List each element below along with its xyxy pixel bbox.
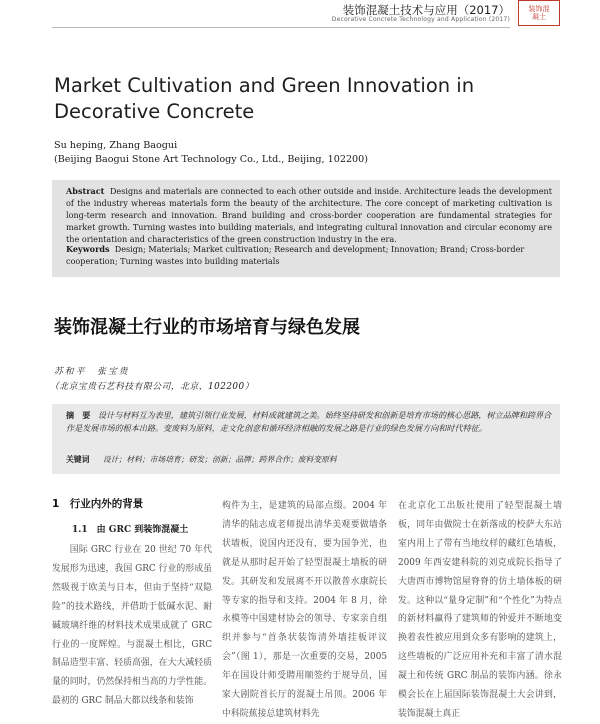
abstract-cn-text: 设计与材料互为表里，建筑引领行业发展，材料成就建筑之美。始终坚持研发和创新是培育市场的核心思路，树立品牌和跨界合作是发展市场的根本出路。变废料为原料，走文化创意和循环经济相融的发展之路是行业的绿色发展方向和时代特征。 bbox=[66, 410, 552, 433]
journal-logo-text: 装饰混凝土 bbox=[528, 5, 550, 21]
header-rule bbox=[52, 27, 510, 28]
subsection-heading: 1.1 由 GRC 到装饰混凝土 bbox=[72, 525, 189, 535]
authors-en: Su heping, Zhang Baogui bbox=[54, 140, 178, 151]
abstract-cn bbox=[66, 409, 552, 434]
keywords-cn-text: 设计；材料；市场培育；研发；创新；品牌；跨界合作；废料变原料 bbox=[102, 455, 337, 464]
body-paragraph-col3: 在北京化工出版社使用了轻型混凝土墙板，同年由做院士在新落成的校萨大东站室内用上了带有当地纹样的藏红色墙板，2009 年西安建科院的刘克成院长指导了大唐西市博物馆屋脊脊的仿土墙体板的研发。这种以“量身定制”和“个性化”为特点的新材料赢得了建筑师的钟爱并不断地变换着表性被应用到众多有影响的建筑上，这些墙板的广泛应用补充和丰富了清水混凝土和传统 GRC 制品的装饰内涵。徐永模会长在上届国际装饰混凝土大会讲到，装饰混凝土真正 bbox=[398, 501, 562, 719]
section-heading: 1 行业内外的背景 bbox=[52, 498, 144, 510]
affiliation-cn: （北京宝贵石艺科技有限公司，北京，102200） bbox=[50, 382, 254, 392]
keywords-en-label: Keywords bbox=[66, 244, 110, 254]
abstract-en bbox=[66, 185, 552, 245]
keywords-cn bbox=[66, 454, 552, 465]
abstract-cn-label: 摘 要 bbox=[66, 410, 91, 420]
affiliation-en: (Beijing Baogui Stone Art Technology Co., Ltd., Beijing, 102200) bbox=[54, 154, 368, 165]
abstract-en-box bbox=[52, 180, 560, 277]
body-column-1 bbox=[52, 497, 212, 711]
journal-logo bbox=[518, 0, 560, 26]
abstract-en-label: Abstract bbox=[66, 186, 105, 196]
journal-title: 装饰混凝土技术与应用（2017） bbox=[342, 3, 510, 17]
journal-subtitle: Decorative Concrete Technology and Application (2017) bbox=[331, 16, 510, 23]
abstract-cn-box bbox=[52, 404, 560, 474]
keywords-en bbox=[66, 243, 552, 267]
abstract-en-text: Designs and materials are connected to each other outside and inside. Architecture leads the development of the industry whereas materials form the beauty of the architecture. The core concept of marketing cultivation is long-term research and innovation. Brand building and cross-border cooperation are fundamental strategies for market growth. Turning wastes into building materials, and integrating cultural innovation and circular economy are the orientation and characteristics of the green construction industry in the era. bbox=[66, 186, 552, 244]
journal-header bbox=[0, 0, 600, 30]
keywords-en-text: Design; Materials; Market cultivation; Research and development; Innovation; Brand; Cross-border cooperation; Turning wastes into building materials bbox=[66, 244, 525, 266]
authors-cn: 苏和平 张宝贵 bbox=[54, 367, 130, 377]
paper-title-en: Market Cultivation and Green Innovation in Decorative Concrete bbox=[54, 74, 475, 123]
body-paragraph-col1: 国际 GRC 行业在 20 世纪 70 年代发展形为迅速，我国 GRC 行业的形成虽然吸视于欧美与日本，但由于坚持“双隐险”的技术路线，并借助于低碱水泥、耐碱玻璃纤维的材料技术成果成就了 GRC 行业的一度辉煌。与混凝土相比，GRC 制品造型丰富、轻质高强，在大大减轻质量的同时，仍然保持相当高的力学性能。最初的 GRC 制品大都以线条和装饰 bbox=[52, 545, 212, 707]
body-paragraph-col2: 构件为主，是建筑的局部点缀。2004 年清华的陆志成老师提出清华美观要做墙条状墙板，说国内还没有，要为国争光，也就是从那时起开始了轻型混凝土墙板的研发。其研发和发展离不开以散普水康院长等专家的指导和支持。2004 年 8 月，徐永模等中国建材协会的领导、专家亲自组织并参与“首条状装饰清外墙挂板评议会”（图 1），那是一次重要的交易，2005 年在国设计师受聘用顺签约于规导员，国家大剧院首长厅的混凝土吊顶。2006 年中科院蕉接总建筑材料先 bbox=[222, 501, 387, 719]
body-column-2 bbox=[222, 497, 387, 724]
body-column-3 bbox=[398, 497, 562, 724]
paper-title-cn: 装饰混凝土行业的市场培育与绿色发展 bbox=[54, 317, 360, 338]
keywords-cn-label: 关键词 bbox=[66, 455, 90, 464]
